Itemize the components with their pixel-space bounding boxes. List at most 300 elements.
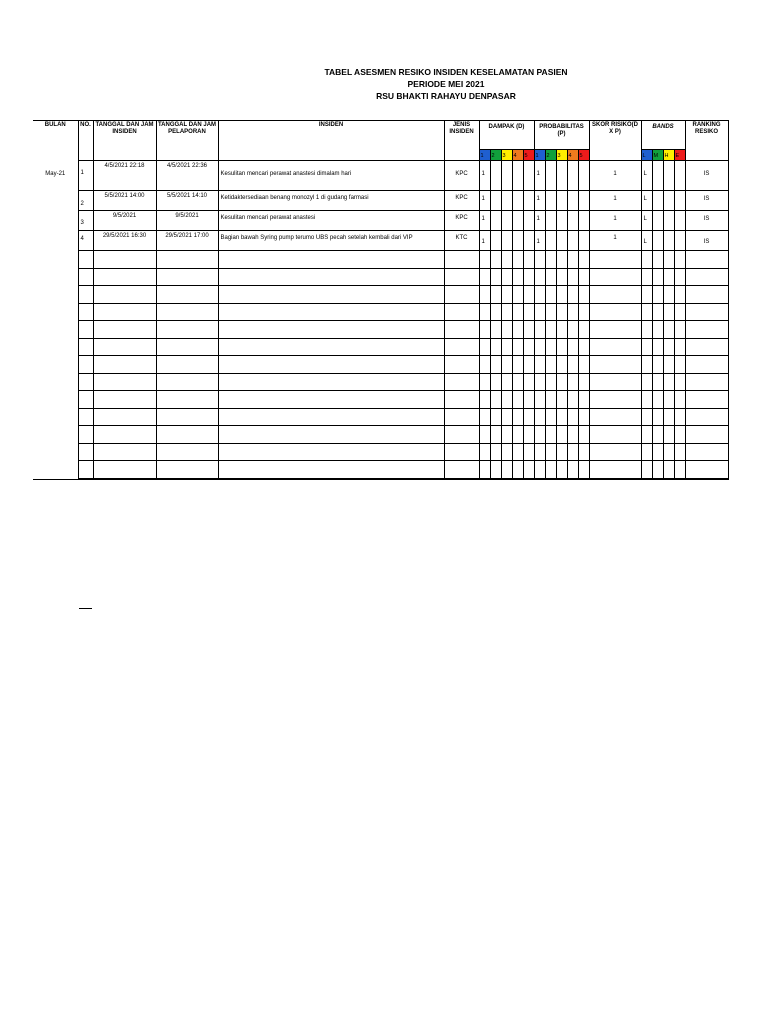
cell-dampak-3: [501, 211, 512, 231]
empty-cell: [479, 426, 490, 444]
empty-cell: [501, 338, 512, 356]
empty-cell: [556, 356, 567, 374]
empty-cell: [641, 461, 652, 479]
empty-cell: [589, 338, 641, 356]
empty-cell: [685, 321, 728, 339]
band-level-l: L: [641, 150, 652, 161]
empty-cell: [534, 443, 545, 461]
empty-cell: [93, 461, 156, 479]
cell-probabilitas-2: [545, 191, 556, 211]
empty-cell: [156, 251, 218, 269]
empty-cell: [218, 321, 444, 339]
empty-cell: [534, 408, 545, 426]
band-level-e: E: [674, 150, 685, 161]
header-no: NO.: [78, 121, 93, 161]
table-row: [33, 161, 728, 191]
empty-cell: [578, 338, 589, 356]
empty-cell: [589, 443, 641, 461]
cell-probabilitas-3: [556, 161, 567, 191]
empty-cell: [556, 338, 567, 356]
empty-cell: [589, 391, 641, 409]
cell-skor-risiko: 1: [589, 211, 641, 231]
empty-cell: [479, 408, 490, 426]
table-row: [33, 391, 728, 409]
empty-cell: [545, 443, 556, 461]
empty-cell: [663, 391, 674, 409]
header-jenis-insiden: JENIS INSIDEN: [444, 121, 479, 161]
cell-probabilitas-4: [567, 191, 578, 211]
empty-cell: [674, 338, 685, 356]
empty-cell: [674, 426, 685, 444]
empty-cell: [589, 426, 641, 444]
document-titles: [0, 66, 768, 102]
cell-band-empty: [663, 211, 674, 231]
empty-cell: [534, 426, 545, 444]
cell-dampak-1: 1: [479, 231, 490, 251]
empty-cell: [663, 286, 674, 304]
empty-cell: [663, 268, 674, 286]
empty-cell: [545, 286, 556, 304]
table-row: [33, 356, 728, 374]
empty-cell: [490, 321, 501, 339]
cell-skor-risiko: 1: [589, 231, 641, 251]
empty-cell: [652, 373, 663, 391]
cell-dampak-2: [490, 191, 501, 211]
empty-cell: [78, 391, 93, 409]
cell-tanggal-insiden: 4/5/2021 22:18: [93, 161, 156, 191]
empty-cell: [589, 303, 641, 321]
empty-cell: [78, 461, 93, 479]
table-row: [33, 426, 728, 444]
cell-probabilitas-4: [567, 161, 578, 191]
empty-cell: [663, 303, 674, 321]
empty-cell: [501, 251, 512, 269]
cell-band-empty: [663, 231, 674, 251]
cell-dampak-2: [490, 211, 501, 231]
empty-cell: [490, 408, 501, 426]
empty-cell: [578, 251, 589, 269]
empty-cell: [578, 321, 589, 339]
empty-cell: [685, 443, 728, 461]
empty-cell: [663, 338, 674, 356]
empty-cell: [663, 251, 674, 269]
empty-cell: [523, 356, 534, 374]
cell-jenis-insiden: KTC: [444, 231, 479, 251]
empty-cell: [523, 408, 534, 426]
empty-cell: [512, 286, 523, 304]
cell-probabilitas-3: [556, 231, 567, 251]
empty-cell: [93, 373, 156, 391]
empty-cell: [523, 426, 534, 444]
cell-skor-risiko: 1: [589, 191, 641, 211]
empty-cell: [479, 391, 490, 409]
cell-probabilitas-3: [556, 211, 567, 231]
table-row: [33, 211, 728, 231]
empty-cell: [501, 408, 512, 426]
empty-cell: [685, 251, 728, 269]
empty-cell: [534, 356, 545, 374]
empty-cell: [93, 443, 156, 461]
empty-cell: [218, 391, 444, 409]
probabilitas-level-2: 2: [545, 150, 556, 161]
dampak-level-1: 1: [479, 150, 490, 161]
empty-cell: [589, 251, 641, 269]
cell-probabilitas-2: [545, 211, 556, 231]
empty-cell: [578, 391, 589, 409]
empty-cell: [652, 303, 663, 321]
cell-probabilitas-5: [578, 161, 589, 191]
table-bottom-rule: [33, 479, 729, 480]
empty-cell: [663, 443, 674, 461]
stray-dash-line: [79, 608, 92, 609]
empty-cell: [641, 391, 652, 409]
table-row: [33, 461, 728, 479]
empty-cell: [479, 461, 490, 479]
cell-tanggal-pelaporan: 9/5/2021: [156, 211, 218, 231]
empty-cell: [567, 268, 578, 286]
empty-cell: [674, 443, 685, 461]
table-row: [33, 373, 728, 391]
empty-cell: [156, 321, 218, 339]
empty-cell: [218, 356, 444, 374]
header-bulan: BULAN: [33, 121, 78, 161]
empty-cell: [578, 443, 589, 461]
empty-cell: [567, 391, 578, 409]
empty-cell: [578, 426, 589, 444]
empty-cell: [641, 408, 652, 426]
empty-cell: [444, 408, 479, 426]
empty-cell: [501, 461, 512, 479]
empty-cell: [479, 321, 490, 339]
cell-band-empty: [674, 191, 685, 211]
empty-cell: [685, 408, 728, 426]
empty-cell: [218, 373, 444, 391]
empty-cell: [512, 338, 523, 356]
empty-cell: [578, 408, 589, 426]
empty-cell: [218, 408, 444, 426]
empty-cell: [523, 303, 534, 321]
cell-dampak-2: [490, 231, 501, 251]
cell-ranking-resiko: IS: [685, 231, 728, 251]
empty-cell: [545, 461, 556, 479]
empty-cell: [501, 321, 512, 339]
empty-cell: [652, 391, 663, 409]
empty-cell: [78, 408, 93, 426]
cell-bulan: May-21: [33, 161, 78, 479]
cell-dampak-4: [512, 161, 523, 191]
empty-cell: [589, 321, 641, 339]
empty-cell: [218, 303, 444, 321]
empty-cell: [490, 373, 501, 391]
cell-probabilitas-1: 1: [534, 161, 545, 191]
empty-cell: [156, 268, 218, 286]
empty-cell: [545, 391, 556, 409]
empty-cell: [512, 321, 523, 339]
empty-cell: [444, 391, 479, 409]
empty-cell: [685, 338, 728, 356]
empty-cell: [156, 426, 218, 444]
cell-tanggal-pelaporan: 5/5/2021 14:10: [156, 191, 218, 211]
table-row: [33, 191, 728, 211]
title-line-1: TABEL ASESMEN RESIKO INSIDEN KESELAMATAN PASIEN: [324, 67, 568, 77]
empty-cell: [78, 338, 93, 356]
empty-cell: [501, 391, 512, 409]
table-row: [33, 443, 728, 461]
cell-dampak-3: [501, 161, 512, 191]
empty-cell: [652, 356, 663, 374]
empty-cell: [78, 443, 93, 461]
empty-cell: [578, 373, 589, 391]
empty-cell: [641, 356, 652, 374]
empty-cell: [490, 303, 501, 321]
table-row: [33, 408, 728, 426]
empty-cell: [545, 268, 556, 286]
empty-cell: [78, 356, 93, 374]
table-row: [33, 268, 728, 286]
empty-cell: [578, 356, 589, 374]
table-body: [33, 161, 728, 479]
empty-cell: [556, 461, 567, 479]
cell-probabilitas-1: 1: [534, 231, 545, 251]
empty-cell: [523, 251, 534, 269]
empty-cell: [490, 461, 501, 479]
empty-cell: [479, 286, 490, 304]
empty-cell: [652, 251, 663, 269]
cell-dampak-5: [523, 161, 534, 191]
empty-cell: [589, 408, 641, 426]
empty-cell: [652, 338, 663, 356]
cell-dampak-3: [501, 191, 512, 211]
empty-cell: [156, 373, 218, 391]
empty-cell: [78, 303, 93, 321]
empty-cell: [218, 268, 444, 286]
probabilitas-level-5: 5: [578, 150, 589, 161]
empty-cell: [674, 268, 685, 286]
empty-cell: [652, 461, 663, 479]
cell-dampak-4: [512, 191, 523, 211]
empty-cell: [523, 391, 534, 409]
empty-cell: [663, 426, 674, 444]
header-dampak: DAMPAK (D): [479, 121, 534, 150]
empty-cell: [78, 251, 93, 269]
empty-cell: [685, 461, 728, 479]
empty-cell: [218, 426, 444, 444]
cell-dampak-5: [523, 191, 534, 211]
cell-dampak-4: [512, 211, 523, 231]
empty-cell: [156, 338, 218, 356]
cell-probabilitas-4: [567, 231, 578, 251]
empty-cell: [567, 373, 578, 391]
table-row: [33, 231, 728, 251]
empty-cell: [523, 286, 534, 304]
empty-cell: [534, 373, 545, 391]
empty-cell: [512, 303, 523, 321]
empty-cell: [641, 443, 652, 461]
cell-probabilitas-1: 1: [534, 211, 545, 231]
cell-no: 1: [78, 161, 93, 191]
header-tanggal-insiden: TANGGAL DAN JAM INSIDEN: [93, 121, 156, 161]
cell-dampak-2: [490, 161, 501, 191]
empty-cell: [567, 251, 578, 269]
empty-cell: [534, 338, 545, 356]
empty-cell: [78, 268, 93, 286]
empty-cell: [78, 321, 93, 339]
empty-cell: [490, 338, 501, 356]
cell-band-empty: [674, 211, 685, 231]
cell-probabilitas-1: 1: [534, 191, 545, 211]
empty-cell: [523, 321, 534, 339]
cell-tanggal-insiden: 5/5/2021 14:00: [93, 191, 156, 211]
empty-cell: [685, 426, 728, 444]
cell-dampak-1: 1: [479, 211, 490, 231]
empty-cell: [556, 268, 567, 286]
dampak-level-5: 5: [523, 150, 534, 161]
empty-cell: [93, 356, 156, 374]
empty-cell: [567, 303, 578, 321]
cell-tanggal-insiden: 29/5/2021 16:30: [93, 231, 156, 251]
empty-cell: [501, 286, 512, 304]
empty-cell: [93, 408, 156, 426]
empty-cell: [501, 356, 512, 374]
empty-cell: [674, 373, 685, 391]
empty-cell: [641, 338, 652, 356]
empty-cell: [567, 286, 578, 304]
cell-no: 3: [78, 211, 93, 231]
empty-cell: [444, 303, 479, 321]
empty-cell: [652, 321, 663, 339]
empty-cell: [567, 426, 578, 444]
empty-cell: [685, 373, 728, 391]
empty-cell: [156, 461, 218, 479]
empty-cell: [556, 286, 567, 304]
empty-cell: [534, 391, 545, 409]
empty-cell: [156, 443, 218, 461]
empty-cell: [674, 408, 685, 426]
empty-cell: [479, 338, 490, 356]
empty-cell: [479, 251, 490, 269]
empty-cell: [567, 356, 578, 374]
empty-cell: [589, 373, 641, 391]
probabilitas-level-4: 4: [567, 150, 578, 161]
dampak-level-3: 3: [501, 150, 512, 161]
empty-cell: [479, 443, 490, 461]
empty-cell: [534, 303, 545, 321]
cell-no: 4: [78, 231, 93, 251]
empty-cell: [556, 321, 567, 339]
empty-cell: [589, 286, 641, 304]
empty-cell: [556, 251, 567, 269]
cell-no: 2: [78, 191, 93, 211]
cell-probabilitas-2: [545, 161, 556, 191]
empty-cell: [512, 461, 523, 479]
cell-dampak-3: [501, 231, 512, 251]
empty-cell: [567, 338, 578, 356]
empty-cell: [567, 321, 578, 339]
empty-cell: [567, 461, 578, 479]
empty-cell: [512, 426, 523, 444]
empty-cell: [93, 391, 156, 409]
empty-cell: [93, 303, 156, 321]
cell-dampak-5: [523, 231, 534, 251]
empty-cell: [578, 461, 589, 479]
cell-dampak-5: [523, 211, 534, 231]
empty-cell: [479, 373, 490, 391]
cell-probabilitas-3: [556, 191, 567, 211]
empty-cell: [534, 286, 545, 304]
cell-probabilitas-5: [578, 231, 589, 251]
empty-cell: [674, 251, 685, 269]
empty-cell: [589, 268, 641, 286]
empty-cell: [218, 286, 444, 304]
empty-cell: [156, 356, 218, 374]
empty-cell: [578, 303, 589, 321]
table-row: [33, 286, 728, 304]
cell-band-empty: [674, 231, 685, 251]
empty-cell: [444, 338, 479, 356]
empty-cell: [93, 251, 156, 269]
empty-cell: [501, 268, 512, 286]
empty-cell: [444, 268, 479, 286]
cell-dampak-4: [512, 231, 523, 251]
header-probabilitas: PROBABILITAS (P): [534, 121, 589, 150]
cell-tanggal-insiden: 9/5/2021: [93, 211, 156, 231]
cell-band-l: L: [641, 161, 652, 191]
cell-insiden: Kesulitan mencari perawat anastesi: [218, 211, 444, 231]
empty-cell: [589, 461, 641, 479]
empty-cell: [545, 321, 556, 339]
cell-ranking-resiko: IS: [685, 211, 728, 231]
table-row: [33, 303, 728, 321]
empty-cell: [218, 251, 444, 269]
empty-cell: [663, 408, 674, 426]
empty-cell: [556, 408, 567, 426]
cell-probabilitas-2: [545, 231, 556, 251]
empty-cell: [652, 286, 663, 304]
empty-cell: [444, 461, 479, 479]
empty-cell: [663, 321, 674, 339]
cell-jenis-insiden: KPC: [444, 211, 479, 231]
cell-dampak-1: 1: [479, 191, 490, 211]
cell-insiden: Ketidaktersediaan benang monozyl 1 di gudang farmasi: [218, 191, 444, 211]
dampak-level-4: 4: [512, 150, 523, 161]
empty-cell: [78, 373, 93, 391]
empty-cell: [93, 338, 156, 356]
empty-cell: [556, 373, 567, 391]
empty-cell: [685, 356, 728, 374]
empty-cell: [78, 286, 93, 304]
empty-cell: [512, 373, 523, 391]
empty-cell: [523, 373, 534, 391]
empty-cell: [663, 461, 674, 479]
empty-cell: [218, 443, 444, 461]
empty-cell: [641, 426, 652, 444]
empty-cell: [652, 268, 663, 286]
empty-cell: [534, 321, 545, 339]
empty-cell: [78, 426, 93, 444]
empty-cell: [545, 373, 556, 391]
empty-cell: [589, 356, 641, 374]
band-level-h: H: [663, 150, 674, 161]
empty-cell: [93, 268, 156, 286]
empty-cell: [674, 286, 685, 304]
cell-band-l: L: [641, 231, 652, 251]
empty-cell: [501, 373, 512, 391]
cell-dampak-1: 1: [479, 161, 490, 191]
empty-cell: [490, 356, 501, 374]
cell-band-empty: [652, 231, 663, 251]
empty-cell: [674, 321, 685, 339]
header-skor-risiko: SKOR RISIKO(D X P): [589, 121, 641, 161]
